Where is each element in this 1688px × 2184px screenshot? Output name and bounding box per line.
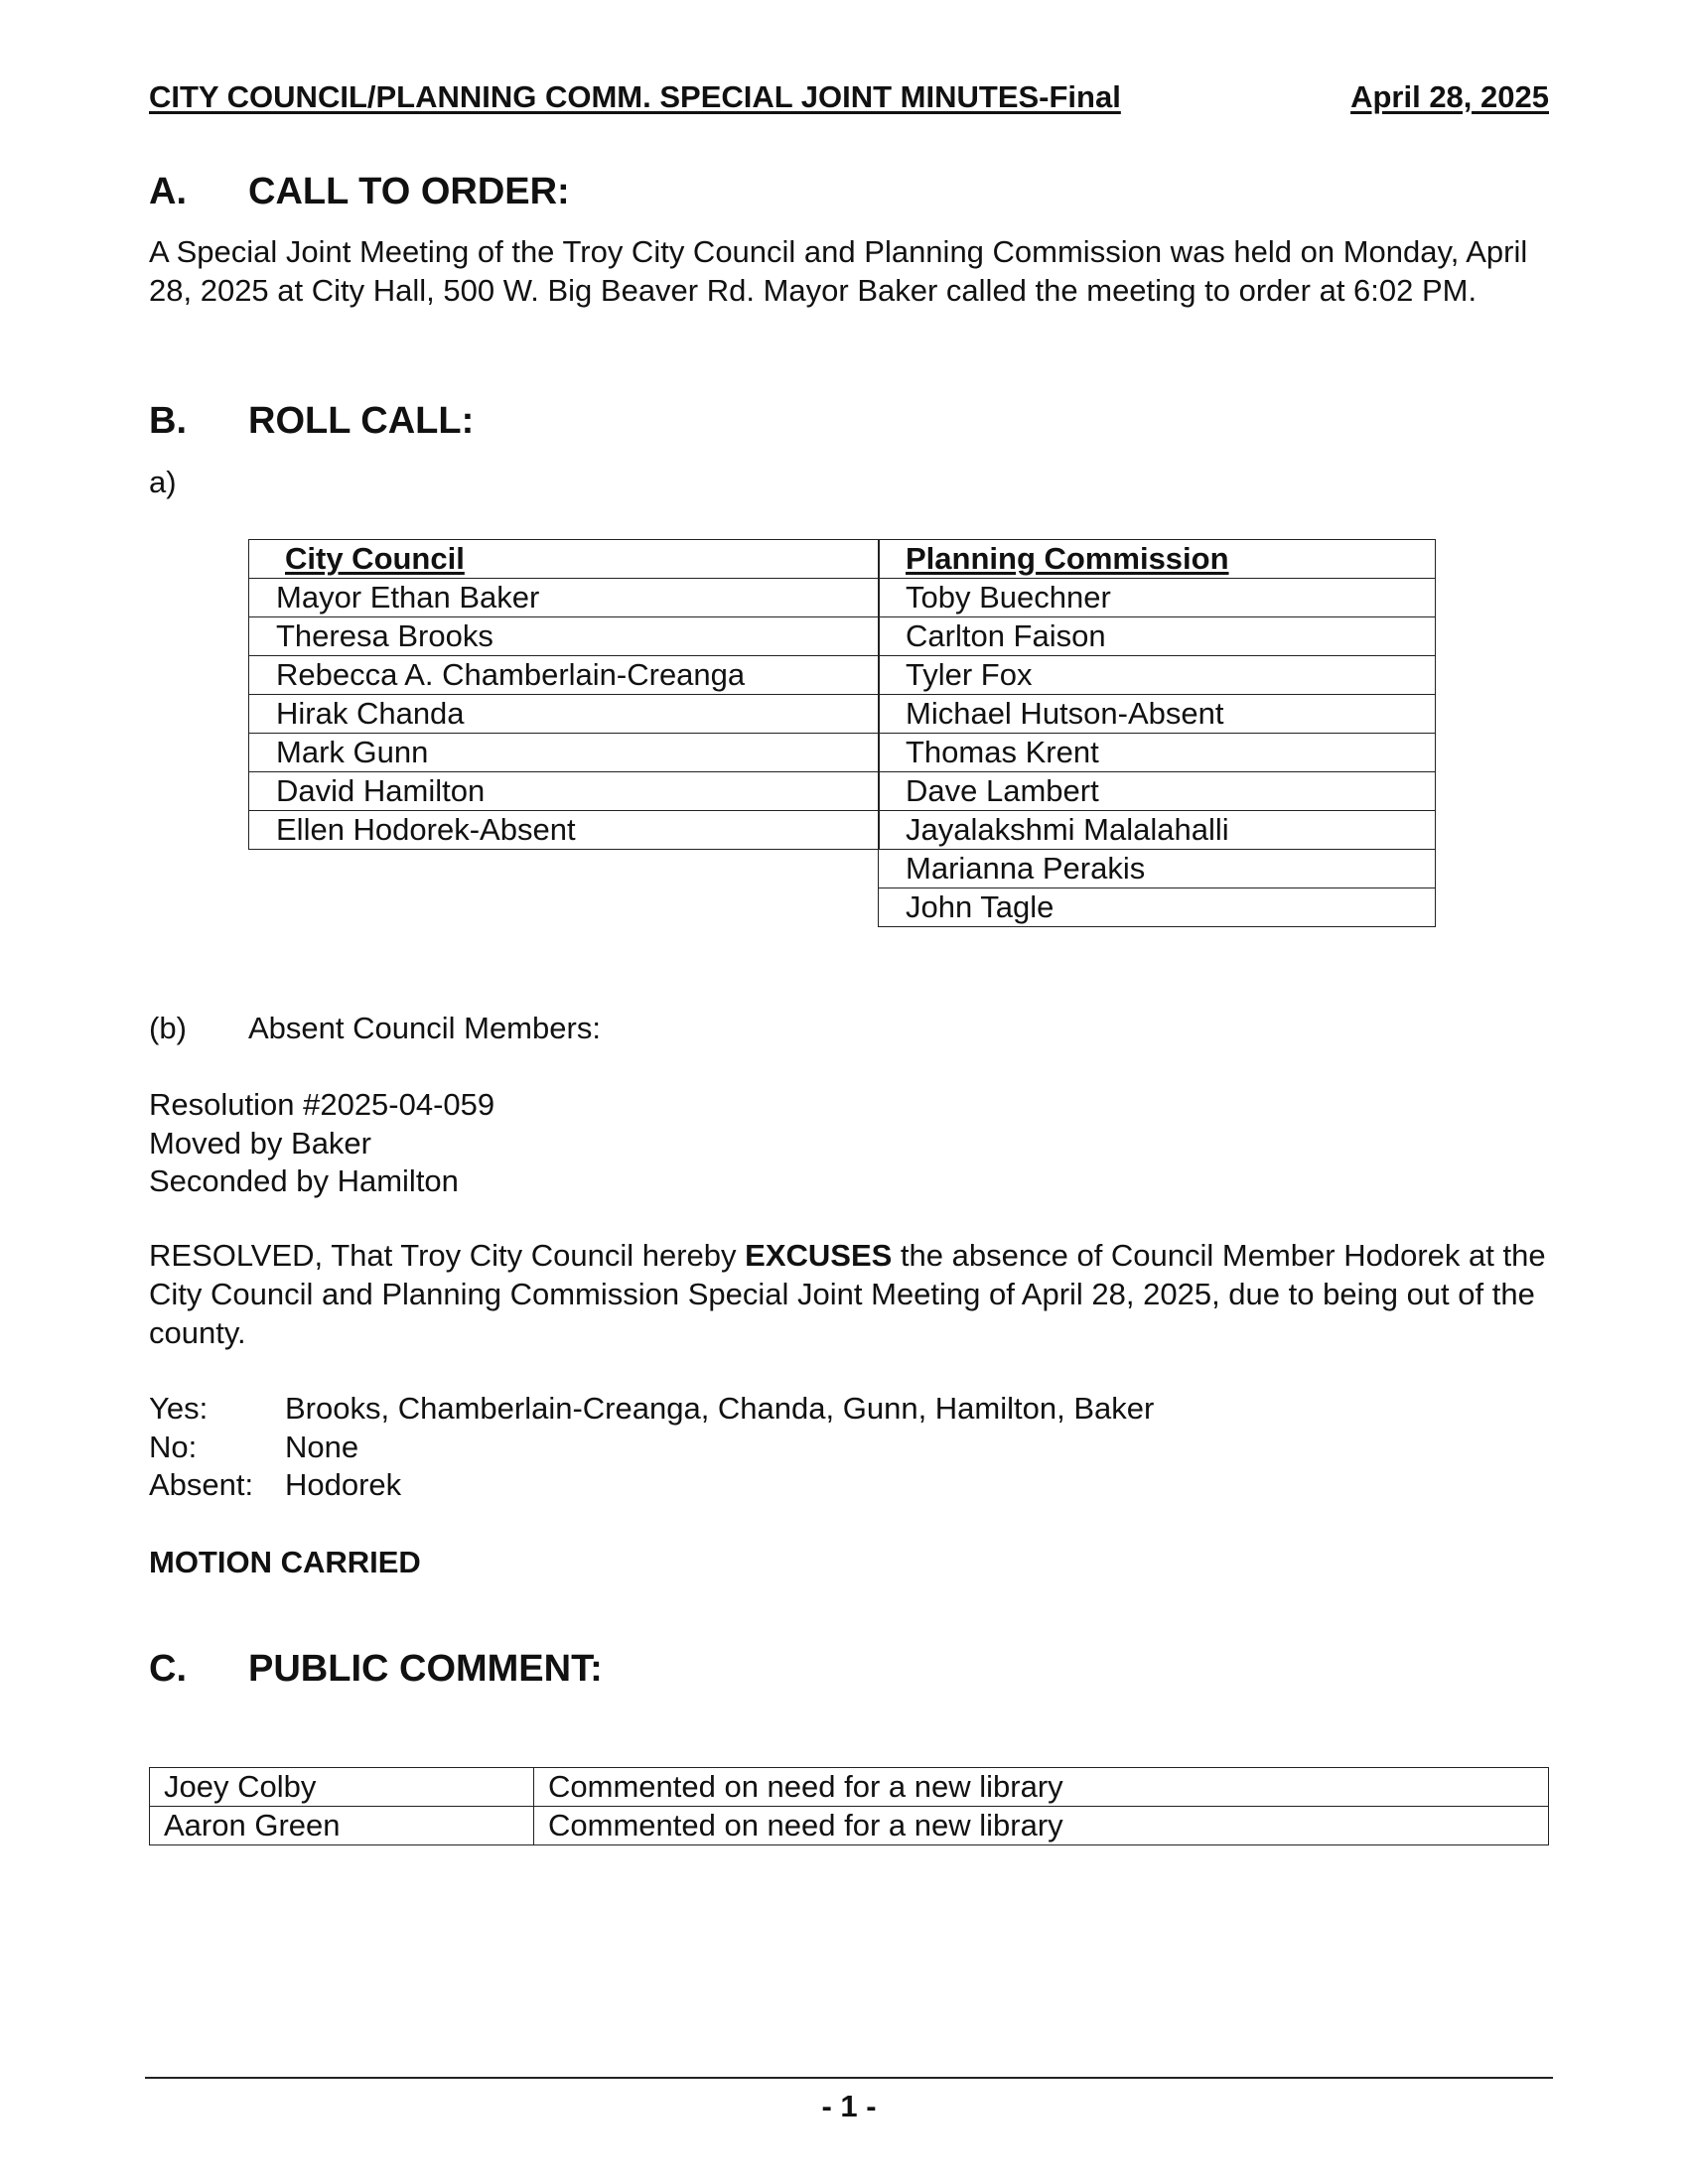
council-header: City Council	[249, 540, 880, 579]
table-row	[879, 888, 1436, 927]
council-member: David Hamilton	[249, 772, 880, 811]
table-row	[249, 695, 880, 734]
table-row	[249, 656, 880, 695]
council-roll-table	[248, 539, 880, 850]
commission-member: Tyler Fox	[879, 656, 1436, 695]
header-title: CITY COUNCIL/PLANNING COMM. SPECIAL JOINT MINUTES-Final	[149, 79, 1121, 114]
vote-value: Brooks, Chamberlain-Creanga, Chanda, Gunn, Hamilton, Baker	[285, 1391, 1155, 1426]
council-member: Mark Gunn	[249, 734, 880, 772]
vote-value: Hodorek	[285, 1467, 402, 1502]
table-row	[150, 1807, 1549, 1845]
commission-member: Toby Buechner	[879, 579, 1436, 617]
commission-member: Michael Hutson-Absent	[879, 695, 1436, 734]
resolution-block	[149, 1086, 494, 1201]
section-c-letter: C.	[149, 1648, 187, 1690]
table-row	[879, 734, 1436, 772]
section-a-title: CALL TO ORDER:	[248, 171, 570, 212]
vote-row	[149, 1429, 1154, 1467]
commenter-name: Aaron Green	[150, 1807, 534, 1845]
resolved-post: the absence of Council Member Hodorek at the City Council and Planning Commission Special Joint Meeting of April 28, 2025, due to being out of the county.	[149, 1238, 1546, 1350]
footer-divider	[145, 2077, 1553, 2079]
table-row	[879, 695, 1436, 734]
council-member: Ellen Hodorek-Absent	[249, 811, 880, 850]
commission-member: Thomas Krent	[879, 734, 1436, 772]
section-c-title: PUBLIC COMMENT:	[248, 1648, 603, 1690]
roll-call-sub-b: (b)	[149, 1011, 187, 1045]
moved-by: Moved by Baker	[149, 1125, 371, 1160]
resolution-text	[149, 1236, 1549, 1352]
section-b-title: ROLL CALL:	[248, 400, 475, 442]
document-page	[149, 0, 1549, 2184]
table-row	[249, 617, 880, 656]
section-b-letter: B.	[149, 400, 187, 442]
vote-row	[149, 1390, 1154, 1429]
public-comment-table	[149, 1767, 1549, 1845]
table-row	[879, 617, 1436, 656]
absent-members-line	[149, 1011, 601, 1046]
council-member: Theresa Brooks	[249, 617, 880, 656]
section-a-heading	[149, 171, 570, 213]
seconded-by: Seconded by Hamilton	[149, 1163, 459, 1198]
motion-result: MOTION CARRIED	[149, 1545, 421, 1579]
table-row	[879, 850, 1436, 888]
table-row	[879, 656, 1436, 695]
council-member: Hirak Chanda	[249, 695, 880, 734]
page-header	[149, 79, 1549, 115]
table-row	[249, 579, 880, 617]
resolved-keyword: EXCUSES	[745, 1238, 893, 1273]
commission-member: Dave Lambert	[879, 772, 1436, 811]
comment-text: Commented on need for a new library	[534, 1768, 1549, 1807]
header-date: April 28, 2025	[1350, 79, 1549, 114]
council-member: Mayor Ethan Baker	[249, 579, 880, 617]
section-a-letter: A.	[149, 171, 187, 212]
table-row	[249, 811, 880, 850]
section-a-body: A Special Joint Meeting of the Troy City Council and Planning Commission was held on Monday, April 28, 2025 at City Hall, 500 W. Big Beaver Rd. Mayor Baker called the meeting to order at 6:02 PM.	[149, 234, 1528, 308]
table-row	[879, 772, 1436, 811]
council-member: Rebecca A. Chamberlain-Creanga	[249, 656, 880, 695]
vote-label: Yes:	[149, 1391, 209, 1426]
section-b-heading	[149, 400, 474, 443]
commission-member: John Tagle	[879, 888, 1436, 927]
table-row	[879, 579, 1436, 617]
roll-call-sub-a: a)	[149, 465, 177, 499]
page-number: - 1 -	[821, 2089, 877, 2123]
table-row	[879, 811, 1436, 850]
absent-members-label: Absent Council Members:	[248, 1011, 601, 1045]
vote-row	[149, 1466, 1154, 1505]
commission-member: Marianna Perakis	[879, 850, 1436, 888]
table-row	[249, 772, 880, 811]
comment-text: Commented on need for a new library	[534, 1807, 1549, 1845]
vote-label: No:	[149, 1429, 198, 1464]
commission-member: Jayalakshmi Malalahalli	[879, 811, 1436, 850]
resolution-number: Resolution #2025-04-059	[149, 1087, 495, 1122]
commenter-name: Joey Colby	[150, 1768, 534, 1807]
vote-value: None	[285, 1429, 359, 1464]
resolved-pre: RESOLVED, That Troy City Council hereby	[149, 1238, 746, 1273]
table-row	[150, 1768, 1549, 1807]
commission-header: Planning Commission	[879, 540, 1436, 579]
commission-member: Carlton Faison	[879, 617, 1436, 656]
table-row	[249, 734, 880, 772]
section-c-heading	[149, 1648, 603, 1691]
commission-roll-table	[878, 539, 1436, 927]
vote-label: Absent:	[149, 1467, 254, 1502]
vote-block	[149, 1390, 1154, 1505]
